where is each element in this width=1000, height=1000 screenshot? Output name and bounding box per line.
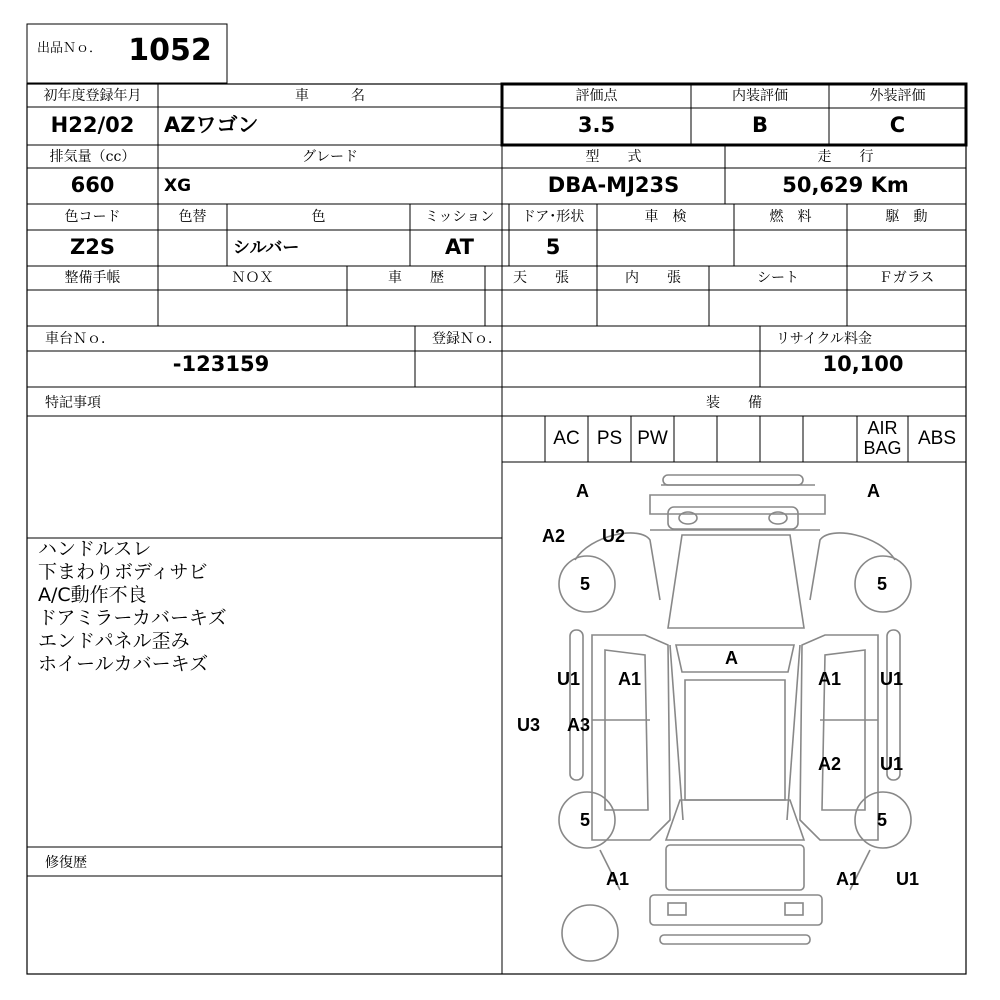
mission-label: ミッション bbox=[424, 209, 495, 225]
roof-label: 天 張 bbox=[513, 270, 569, 286]
nox-label: ＮＯＸ bbox=[231, 270, 274, 286]
equipment-item-ac: AC bbox=[553, 428, 580, 449]
chassis-value: -123159 bbox=[172, 352, 270, 376]
displacement-value: 660 bbox=[70, 173, 115, 197]
seat-label: シート bbox=[757, 270, 799, 286]
recycle-label: リサイクル料金 bbox=[776, 331, 873, 347]
mark-fender-u2: U2 bbox=[602, 526, 626, 546]
mark-left-u3: U3 bbox=[517, 715, 541, 735]
repair-label: 修復歴 bbox=[45, 855, 87, 871]
mark-roof: A bbox=[725, 648, 738, 668]
interior-value: B bbox=[751, 113, 768, 137]
equipment-item-pw: PW bbox=[637, 428, 668, 449]
exterior-label: 外装評価 bbox=[869, 88, 926, 104]
mark-rear-left-a1: A1 bbox=[606, 869, 630, 889]
exterior-value: C bbox=[889, 113, 906, 137]
equipment-item-abs: ABS bbox=[917, 428, 957, 449]
color-value: シルバー bbox=[233, 238, 300, 258]
model-value: DBA-MJ23S bbox=[547, 173, 680, 197]
mark-fender-a2: A2 bbox=[542, 526, 566, 546]
color-code-value: Z2S bbox=[70, 235, 115, 259]
chassis-label: 車台Ｎｏ． bbox=[45, 331, 115, 347]
mark-tire-fl: 5 bbox=[580, 574, 591, 594]
history-label: 車 歴 bbox=[388, 270, 444, 286]
doors-value: 5 bbox=[545, 235, 561, 259]
mark-rear-right-a1: A1 bbox=[836, 869, 860, 889]
notes-label: 特記事項 bbox=[45, 395, 101, 411]
equipment-item-ps: PS bbox=[596, 428, 623, 449]
mark-left-u1: U1 bbox=[557, 669, 581, 689]
fuel-label: 燃 料 bbox=[769, 209, 812, 225]
color-code-label: 色コード bbox=[64, 209, 121, 225]
inspection-label: 車 検 bbox=[644, 209, 687, 225]
note-line: 下まわりボディサビ bbox=[38, 561, 208, 583]
mark-front-right: A bbox=[867, 481, 880, 501]
model-label: 型 式 bbox=[585, 149, 642, 165]
fglass-label: Ｆガラス bbox=[878, 270, 935, 286]
mark-right-a1: A1 bbox=[818, 669, 842, 689]
interior-label: 内装評価 bbox=[732, 88, 788, 104]
first-reg-value: H22/02 bbox=[50, 113, 135, 137]
interior-lining-label: 内 張 bbox=[625, 270, 681, 286]
equipment-label: 装 備 bbox=[706, 395, 762, 411]
recycle-value: 10,100 bbox=[822, 352, 904, 376]
car-name-value: AZワゴン bbox=[164, 113, 259, 137]
lot-label: 出品Ｎｏ． bbox=[37, 41, 103, 56]
grade-value: XG bbox=[164, 176, 192, 196]
maintenance-label: 整備手帳 bbox=[64, 270, 121, 286]
score-label: 評価点 bbox=[575, 88, 618, 104]
mark-right-a2: A2 bbox=[818, 754, 842, 774]
car-name-label: 車 名 bbox=[295, 88, 365, 104]
repaint-label: 色替 bbox=[178, 209, 207, 225]
mark-rear-right-u1: U1 bbox=[896, 869, 920, 889]
color-label: 色 bbox=[311, 209, 326, 225]
mark-right-u1-rear: U1 bbox=[880, 754, 904, 774]
reg-label: 登録Ｎｏ． bbox=[432, 331, 502, 347]
mission-value: AT bbox=[445, 235, 474, 259]
mark-left-a3: A3 bbox=[567, 715, 591, 735]
mark-right-u1: U1 bbox=[880, 669, 904, 689]
note-line: ホイールカバーキズ bbox=[38, 653, 209, 675]
mileage-value: 50,629 Km bbox=[782, 173, 909, 197]
note-line: ドアミラーカバーキズ bbox=[38, 607, 227, 629]
mark-left-a1: A1 bbox=[618, 669, 642, 689]
lot-number: 1052 bbox=[128, 33, 212, 68]
drive-label: 駆 動 bbox=[885, 209, 928, 225]
mark-tire-rr: 5 bbox=[877, 810, 888, 830]
equipment-item-airbag: AIR BAG bbox=[863, 418, 902, 458]
mark-tire-rl: 5 bbox=[580, 810, 591, 830]
first-reg-label: 初年度登録年月 bbox=[43, 88, 142, 104]
displacement-label: 排気量（cc） bbox=[49, 149, 136, 165]
note-line: A/C動作不良 bbox=[38, 584, 147, 606]
score-value: 3.5 bbox=[577, 113, 616, 137]
doors-label: ドア･形状 bbox=[521, 209, 585, 225]
note-line: ハンドルスレ bbox=[38, 538, 152, 560]
mark-front-left: A bbox=[576, 481, 589, 501]
grade-label: グレード bbox=[302, 149, 358, 165]
note-line: エンドパネル歪み bbox=[38, 630, 190, 652]
mark-tire-fr: 5 bbox=[877, 574, 888, 594]
mileage-label: 走 行 bbox=[817, 149, 874, 165]
